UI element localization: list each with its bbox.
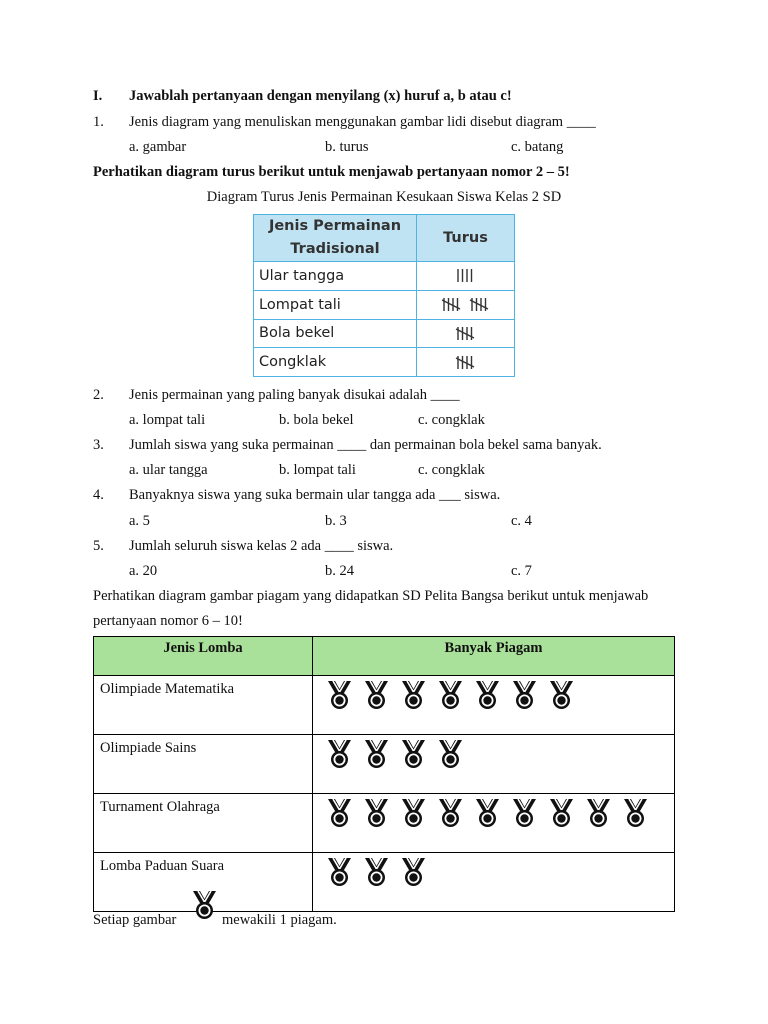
q2-option-b[interactable]: b. bola bekel — [279, 412, 354, 428]
q3-option-b[interactable]: b. lompat tali — [279, 462, 356, 478]
q1-option-b[interactable]: b. turus — [325, 139, 369, 155]
medal-icon — [512, 798, 537, 828]
tally-mark-cell — [417, 290, 515, 319]
tally-table — [253, 214, 515, 377]
q2-option-c[interactable]: c. congklak — [418, 412, 485, 428]
tally-intro: Perhatikan diagram turus berikut untuk menjawab pertanyaan nomor 2 – 5! — [93, 164, 570, 180]
medal-icon — [549, 798, 574, 828]
q5-option-b[interactable]: b. 24 — [325, 563, 354, 579]
table-row — [254, 348, 515, 377]
medal-table — [93, 636, 675, 912]
competition-name: Olimpiade Matematika — [94, 676, 313, 735]
medal-cell — [313, 794, 675, 853]
medal-group — [313, 735, 674, 769]
tally-game-name: Lompat tali — [254, 290, 417, 319]
medal-icon — [364, 798, 389, 828]
table-row — [254, 290, 515, 319]
q4-option-c[interactable]: c. 4 — [511, 513, 532, 529]
medal-group — [313, 794, 674, 828]
medal-icon — [438, 739, 463, 769]
medal-icon — [364, 739, 389, 769]
q2-number: 2. — [93, 387, 104, 403]
table-row — [94, 794, 675, 853]
tally-title: Diagram Turus Jenis Permainan Kesukaan Siswa Kelas 2 SD — [206, 189, 562, 205]
medal-cell — [313, 676, 675, 735]
tally-group — [455, 355, 477, 370]
table-row — [94, 676, 675, 735]
table-row — [254, 262, 515, 291]
medal-cell — [313, 853, 675, 912]
medal-icon — [438, 680, 463, 710]
medal-icon — [327, 857, 352, 887]
medal-intro-line-2: pertanyaan nomor 6 – 10! — [93, 613, 243, 629]
q5-option-a[interactable]: a. 20 — [129, 563, 158, 579]
legend-medal-icon — [192, 890, 217, 920]
tally-game-name: Bola bekel — [254, 319, 417, 348]
q2-text: Jenis permainan yang paling banyak disukai adalah ____ — [129, 387, 460, 403]
medal-icon — [192, 890, 217, 920]
tally-mark-cell — [417, 348, 515, 377]
medal-icon — [364, 680, 389, 710]
tally-marks — [455, 326, 477, 341]
medal-icon — [327, 798, 352, 828]
medal-intro-line-1: Perhatikan diagram gambar piagam yang didapatkan SD Pelita Bangsa berikut untuk menjawab — [93, 588, 649, 604]
q3-number: 3. — [93, 437, 104, 453]
medal-icon — [512, 680, 537, 710]
q3-text: Jumlah siswa yang suka permainan ____ dan permainan bola bekel sama banyak. — [129, 437, 602, 453]
section-number: I. — [93, 88, 103, 104]
q4-number: 4. — [93, 487, 104, 503]
medal-icon — [401, 680, 426, 710]
medal-icon — [401, 739, 426, 769]
tally-group — [455, 268, 477, 283]
medal-header-row — [94, 637, 675, 676]
medal-icon — [364, 857, 389, 887]
competition-name: Lomba Paduan Suara — [94, 853, 313, 912]
tally-game-name: Ular tangga — [254, 262, 417, 291]
q1-text: Jenis diagram yang menuliskan menggunakan gambar lidi disebut diagram ____ — [129, 114, 596, 130]
medal-icon — [327, 739, 352, 769]
q4-option-b[interactable]: b. 3 — [325, 513, 347, 529]
q4-text: Banyaknya siswa yang suka bermain ular tangga ada ___ siswa. — [129, 487, 501, 503]
medal-icon — [475, 798, 500, 828]
tally-group — [469, 297, 491, 312]
medal-group — [313, 676, 674, 710]
q3-option-c[interactable]: c. congklak — [418, 462, 485, 478]
medal-icon — [401, 798, 426, 828]
tally-header-tally: Turus — [417, 215, 515, 262]
q4-option-a[interactable]: a. 5 — [129, 513, 150, 529]
tally-mark-cell — [417, 262, 515, 291]
tally-marks — [455, 268, 477, 283]
q1-option-c[interactable]: c. batang — [511, 139, 564, 155]
q2-option-a[interactable]: a. lompat tali — [129, 412, 206, 428]
tally-header-row — [254, 215, 515, 262]
competition-name: Olimpiade Sains — [94, 735, 313, 794]
table-row — [254, 319, 515, 348]
tally-mark-cell — [417, 319, 515, 348]
medal-icon — [549, 680, 574, 710]
medal-icon — [623, 798, 648, 828]
section-instruction: Jawablah pertanyaan dengan menyilang (x) huruf a, b atau c! — [129, 88, 512, 104]
q1-option-a[interactable]: a. gambar — [129, 139, 187, 155]
tally-group — [441, 297, 463, 312]
medal-icon — [438, 798, 463, 828]
medal-icon — [401, 857, 426, 887]
q5-text: Jumlah seluruh siswa kelas 2 ada ____ siswa. — [129, 538, 394, 554]
medal-cell — [313, 735, 675, 794]
medal-icon — [586, 798, 611, 828]
tally-header-game: Jenis Permainan Tradisional — [254, 215, 417, 262]
tally-marks — [455, 355, 477, 370]
table-row — [94, 735, 675, 794]
table-row — [94, 853, 675, 912]
legend-text-before: Setiap gambar — [93, 912, 177, 928]
medal-icon — [327, 680, 352, 710]
q5-number: 5. — [93, 538, 104, 554]
tally-game-name: Congklak — [254, 348, 417, 377]
medal-group — [313, 853, 674, 887]
competition-name: Turnament Olahraga — [94, 794, 313, 853]
medal-header-count: Banyak Piagam — [313, 637, 675, 676]
medal-header-competition: Jenis Lomba — [94, 637, 313, 676]
tally-marks — [441, 297, 491, 312]
medal-icon — [475, 680, 500, 710]
q5-option-c[interactable]: c. 7 — [511, 563, 532, 579]
q3-option-a[interactable]: a. ular tangga — [129, 462, 208, 478]
q1-number: 1. — [93, 114, 104, 130]
tally-group — [455, 326, 477, 341]
legend-text-after: mewakili 1 piagam. — [222, 912, 337, 928]
